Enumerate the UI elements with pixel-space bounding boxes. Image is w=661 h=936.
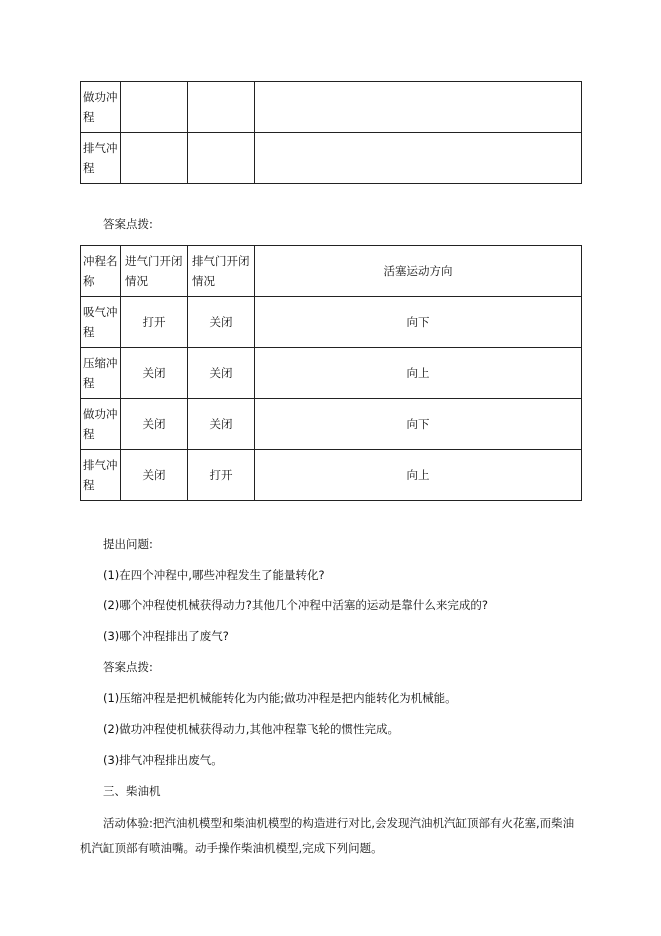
direction-cell: 向下 bbox=[255, 297, 582, 348]
stroke-name-cell: 做功冲程 bbox=[81, 399, 121, 450]
answers-title: 答案点拨: bbox=[103, 660, 153, 674]
table-row bbox=[81, 133, 582, 184]
stroke-name-cell: 排气冲程 bbox=[81, 450, 121, 501]
intake-cell bbox=[121, 82, 188, 133]
question-item: (3)哪个冲程排出了废气? bbox=[103, 629, 229, 643]
exhaust-cell: 打开 bbox=[188, 450, 255, 501]
answer-item: (3)排气冲程排出废气。 bbox=[103, 753, 223, 767]
intake-cell: 打开 bbox=[121, 297, 188, 348]
table-row bbox=[81, 399, 582, 450]
intake-cell: 关闭 bbox=[121, 450, 188, 501]
exhaust-cell: 关闭 bbox=[188, 297, 255, 348]
exhaust-cell bbox=[188, 133, 255, 184]
question-item: (1)在四个冲程中,哪些冲程发生了能量转化? bbox=[103, 568, 325, 582]
questions-title: 提出问题: bbox=[103, 537, 153, 551]
direction-cell bbox=[255, 133, 582, 184]
header-intake: 进气门开闭情况 bbox=[121, 246, 188, 297]
exhaust-cell: 关闭 bbox=[188, 399, 255, 450]
direction-cell bbox=[255, 82, 582, 133]
activity-paragraph: 活动体验:把汽油机模型和柴油机模型的构造进行对比,会发现汽油机汽缸顶部有火花塞,而柴油机汽缸顶部有喷油嘴。动手操作柴油机模型,完成下列问题。 bbox=[80, 816, 575, 855]
stroke-name-cell: 做功冲程 bbox=[81, 82, 121, 133]
header-stroke-name: 冲程名称 bbox=[81, 246, 121, 297]
intake-cell bbox=[121, 133, 188, 184]
direction-cell: 向下 bbox=[255, 399, 582, 450]
stroke-name-cell: 压缩冲程 bbox=[81, 348, 121, 399]
stroke-name-cell: 排气冲程 bbox=[81, 133, 121, 184]
header-exhaust: 排气门开闭情况 bbox=[188, 246, 255, 297]
answer-item: (2)做功冲程使机械获得动力,其他冲程靠飞轮的惯性完成。 bbox=[103, 722, 399, 736]
stroke-answer-table bbox=[80, 245, 582, 501]
answer-item: (1)压缩冲程是把机械能转化为内能;做功冲程是把内能转化为机械能。 bbox=[103, 691, 457, 705]
table-row bbox=[81, 82, 582, 133]
stroke-name-cell: 吸气冲程 bbox=[81, 297, 121, 348]
direction-cell: 向上 bbox=[255, 348, 582, 399]
question-item: (2)哪个冲程使机械获得动力?其他几个冲程中活塞的运动是靠什么来完成的? bbox=[103, 598, 488, 612]
answer-label: 答案点拨: bbox=[103, 217, 153, 231]
stroke-table-continued bbox=[80, 81, 582, 184]
direction-cell: 向上 bbox=[255, 450, 582, 501]
exhaust-cell: 关闭 bbox=[188, 348, 255, 399]
table-row bbox=[81, 348, 582, 399]
intake-cell: 关闭 bbox=[121, 399, 188, 450]
table-header-row bbox=[81, 246, 582, 297]
section-title: 三、柴油机 bbox=[103, 784, 161, 798]
table-row bbox=[81, 297, 582, 348]
table-row bbox=[81, 450, 582, 501]
intake-cell: 关闭 bbox=[121, 348, 188, 399]
exhaust-cell bbox=[188, 82, 255, 133]
header-direction: 活塞运动方向 bbox=[255, 246, 582, 297]
